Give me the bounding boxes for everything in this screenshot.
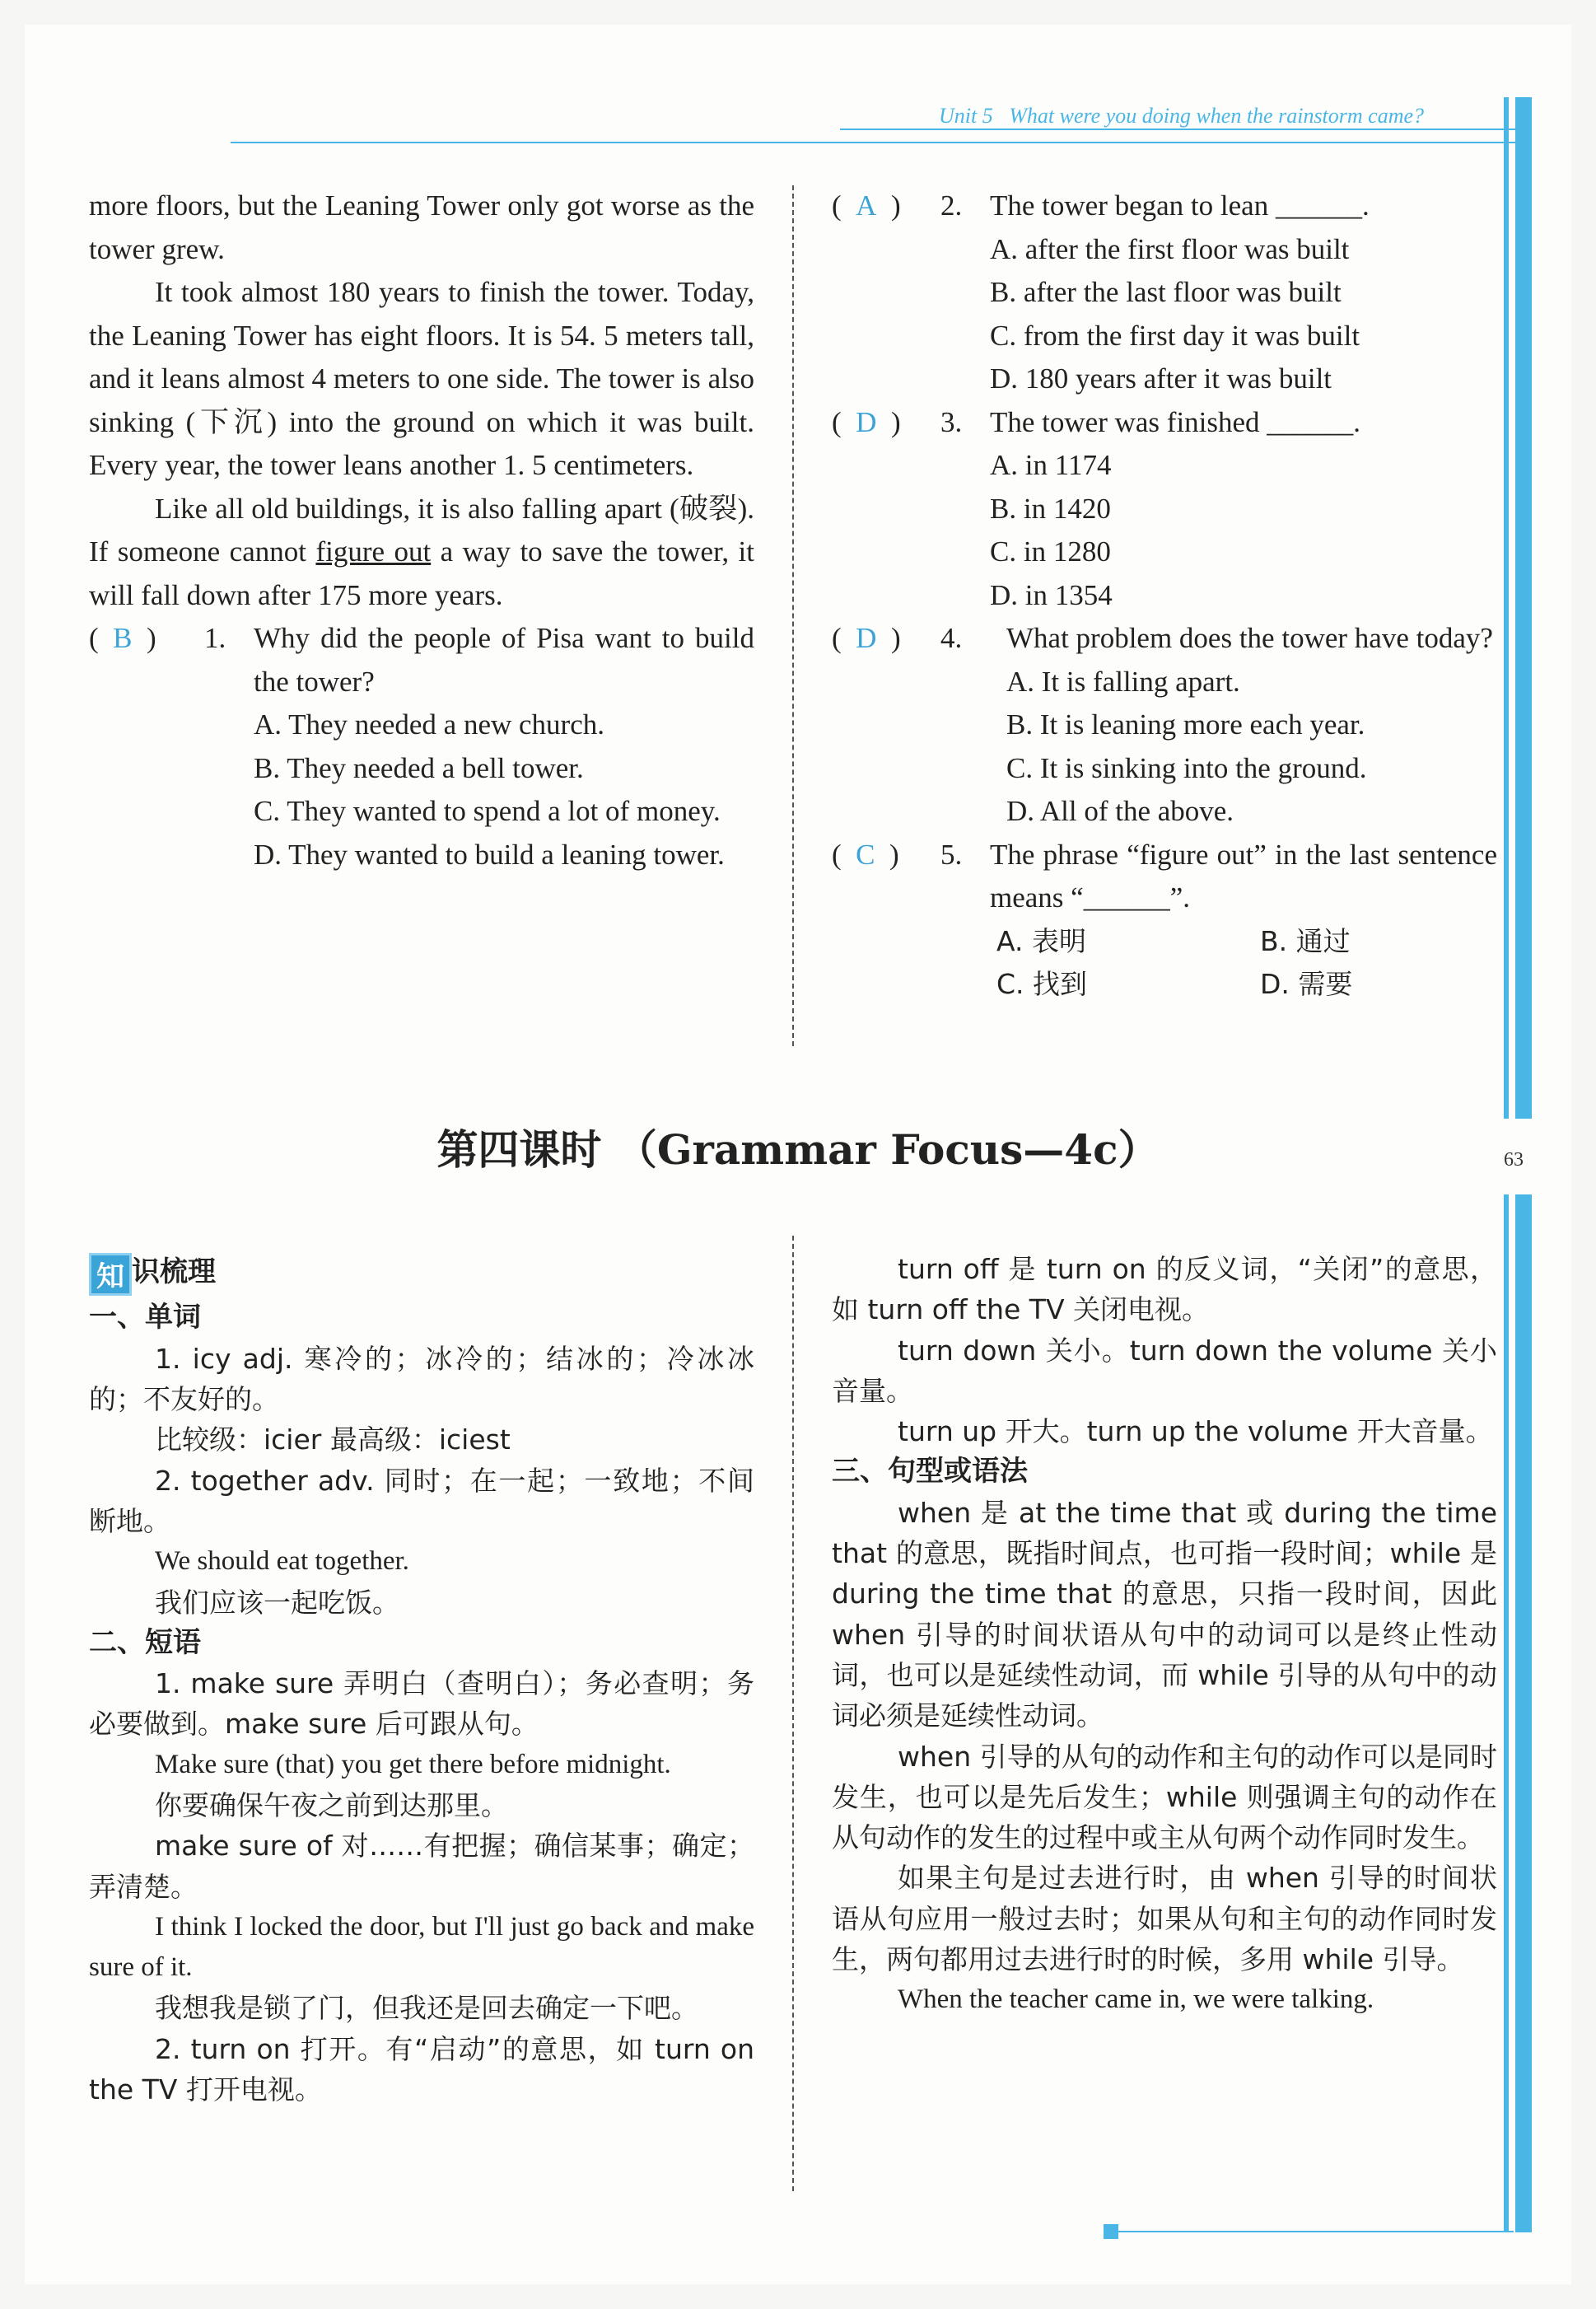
heading-phrases: 二、短语 xyxy=(89,1625,201,1659)
example-make-sure-of: I think I locked the door, but I'll just go back and make sure of it. xyxy=(89,1911,754,1983)
q1-option-b: B. They needed a bell tower. xyxy=(254,751,584,784)
header-rule xyxy=(231,142,1515,143)
q3-option-a: A. in 1174 xyxy=(990,449,1112,481)
column-divider-top xyxy=(792,185,794,1046)
header-rule-top xyxy=(840,129,1515,130)
q4-option-d: D. All of the above. xyxy=(1006,795,1234,827)
q5-option-b: B. 通过 xyxy=(1260,924,1351,957)
running-header xyxy=(939,104,1424,129)
q4-option-a: A. It is falling apart. xyxy=(1006,665,1240,698)
q1-stem: Why did the people of Pisa want to build the tower? xyxy=(254,622,754,698)
example-make-sure-of-cn: 我想我是锁了门，但我还是回去确定一下吧。 xyxy=(155,1992,698,2025)
example-together: We should eat together. xyxy=(155,1546,409,1577)
passage-paragraph-3: Like all old buildings, it is also falling apart (破裂). If someone cannot figure out a way to save the tower, it will fall down after 175 more years. xyxy=(89,492,754,611)
side-bar-thin-bottom xyxy=(1504,1194,1509,2232)
passage-paragraph-2: It took almost 180 years to finish the tower. Today, the Leaning Tower has eight floors. It is 54. 5 meters tall, and it leans almost 4 meters to one side. The tower is also sinking (下沉) into the ground on which it was built. Every year, the tower leans another 1. 5 centimeters. xyxy=(89,276,754,481)
example-make-sure: Make sure (that) you get there before midnight. xyxy=(155,1749,671,1779)
zhi-badge-icon: 知 xyxy=(89,1253,132,1296)
questions-right xyxy=(832,185,1497,1007)
answer-q3: D xyxy=(856,405,877,438)
knowledge-left xyxy=(89,1252,754,2110)
question-4: ( D ) 4. What problem does the tower have today? A. It is falling apart. B. It is leaning more each year. C. It is sinking into the ground. D. All of the above. xyxy=(832,617,1497,834)
side-bar-bottom xyxy=(1515,1194,1532,2232)
q5-option-a: A. 表明 xyxy=(996,924,1086,957)
section-heading: 识梳理 xyxy=(132,1255,216,1288)
grammar-tense-rule: 如果主句是过去进行时，由 when 引导的时间状语从句应用一般过去时；如果从句和主句的动作同时发生，两句都用过去进行时的时候，多用 while 引导。 xyxy=(832,1862,1497,1976)
q4-number: 4. xyxy=(940,622,963,654)
phrase-make-sure: 1. make sure 弄明白（查明白）；务必查明；务必要做到。make sure 后可跟从句。 xyxy=(89,1667,754,1741)
q2-option-d: D. 180 years after it was built xyxy=(990,362,1332,395)
q2-option-a: A. after the first floor was built xyxy=(990,232,1350,265)
reading-passage xyxy=(89,185,754,876)
header-title: What were you doing when the rainstorm came? xyxy=(1009,104,1425,128)
word-icy: 1. icy adj. 寒冷的；冰冷的；结冰的；冷冰冰的；不友好的。 xyxy=(89,1342,754,1416)
word-together: 2. together adv. 同时；在一起；一致地；不间断地。 xyxy=(89,1464,754,1537)
side-bar-thin-top xyxy=(1504,97,1509,1119)
answer-q4: D xyxy=(856,622,877,654)
answer-q5: C xyxy=(856,838,875,871)
q3-option-c: C. in 1280 xyxy=(990,535,1111,568)
phrase-make-sure-of: make sure of 对……有把握；确信某事；确定；弄清楚。 xyxy=(89,1830,754,1903)
q5-option-c: C. 找到 xyxy=(996,968,1088,1000)
q5-option-d: D. 需要 xyxy=(1260,968,1353,1000)
grammar-when-while: when 是 at the time that 或 during the time that 的意思，既指时间点，也可指一段时间；while 是 during the time that 的意思，只指一段时间，因此 when 引导的时间状语从句中的动词可以是终止性动词，也可以是延续性动词，而 while 引导的从句中的动词必须是延续性动词。 xyxy=(832,1496,1497,1732)
word-icy-forms: 比较级：icier 最高级：iciest xyxy=(155,1423,511,1456)
passage-paragraph-1: more floors, but the Leaning Tower only got worse as the tower grew. xyxy=(89,189,754,265)
q3-number: 3. xyxy=(940,405,963,438)
q2-option-b: B. after the last floor was built xyxy=(990,276,1342,308)
q4-option-c: C. It is sinking into the ground. xyxy=(1006,751,1367,784)
grammar-action-timing: when 引导的从句的动作和主句的动作可以是同时发生，也可以是先后发生；while 则强调主句的动作在从句动作的发生的过程中或主从句两个动作同时发生。 xyxy=(832,1740,1497,1854)
grammar-example: When the teacher came in, we were talking. xyxy=(898,1984,1374,2015)
q1-option-c: C. They wanted to spend a lot of money. xyxy=(254,795,721,827)
question-5: ( C ) 5. The phrase “figure out” in the last sentence means “______”. A. 表明 B. 通过 C. 找到 D. 需要 xyxy=(832,834,1497,1007)
q1-option-d: D. They wanted to build a leaning tower. xyxy=(254,838,725,871)
lesson-title: 第四课时 （Grammar Focus—4c） xyxy=(436,1125,1160,1174)
footer-rule xyxy=(1118,2231,1514,2232)
phrase-turn-up: turn up 开大。turn up the volume 开大音量。 xyxy=(898,1415,1493,1448)
page-number: 63 xyxy=(1504,1149,1524,1171)
q1-option-a: A. They needed a new church. xyxy=(254,708,604,741)
q3-option-b: B. in 1420 xyxy=(990,492,1111,525)
q4-option-b: B. It is leaning more each year. xyxy=(1006,708,1365,741)
example-make-sure-cn: 你要确保午夜之前到达那里。 xyxy=(155,1788,508,1821)
question-2: ( A ) 2. The tower began to lean ______. A. after the first floor was built B. after the last floor was built C. from the first day it was built D. 180 years after it was built xyxy=(832,185,1497,401)
q2-number: 2. xyxy=(940,189,963,222)
answer-q2: A xyxy=(856,189,877,222)
q5-number: 5. xyxy=(940,838,963,871)
underlined-phrase: figure out xyxy=(315,535,432,568)
q1-number: 1. xyxy=(204,622,226,654)
side-bar-top xyxy=(1515,97,1532,1119)
phrase-turn-on: 2. turn on 打开。有“启动”的意思，如 turn on the TV 打开电视。 xyxy=(89,2032,754,2106)
q3-option-d: D. in 1354 xyxy=(990,578,1113,611)
q3-stem: The tower was finished ______. xyxy=(990,405,1361,438)
q4-stem: What problem does the tower have today? xyxy=(1006,622,1493,654)
q5-stem: The phrase “figure out” in the last sentence means “______”. xyxy=(990,838,1497,914)
answer-q1: B xyxy=(113,622,133,654)
phrase-turn-off: turn off 是 turn on 的反义词，“关闭”的意思，如 turn off the TV 关闭电视。 xyxy=(832,1253,1497,1326)
phrase-turn-down: turn down 关小。turn down the volume 关小音量。 xyxy=(832,1334,1497,1407)
question-3: ( D ) 3. The tower was finished ______. A. in 1174 B. in 1420 C. in 1280 D. in 1354 xyxy=(832,401,1497,618)
example-together-cn: 我们应该一起吃饭。 xyxy=(155,1586,399,1619)
q2-stem: The tower began to lean ______. xyxy=(990,189,1370,222)
header-unit: Unit 5 xyxy=(939,104,993,128)
q2-option-c: C. from the first day it was built xyxy=(990,319,1360,352)
question-1: ( B ) 1. Why did the people of Pisa want to build the tower? A. They needed a new church. B. They needed a bell tower. C. They wanted to spend a lot of money. D. They wanted to build a leaning tower. xyxy=(89,617,754,876)
knowledge-right xyxy=(832,1249,1497,2021)
heading-grammar: 三、句型或语法 xyxy=(832,1455,1028,1489)
heading-words: 一、单词 xyxy=(89,1301,201,1334)
column-divider-bottom xyxy=(792,1236,794,2191)
footer-square xyxy=(1104,2224,1118,2239)
